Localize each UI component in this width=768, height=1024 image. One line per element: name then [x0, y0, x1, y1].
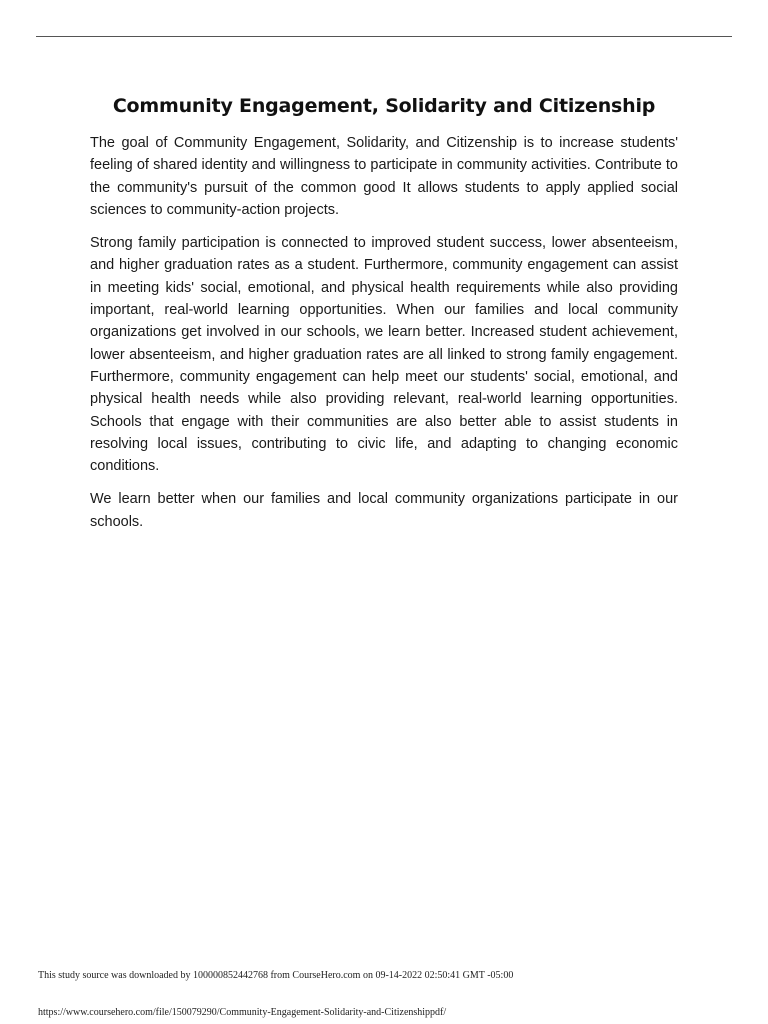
paragraph-3: We learn better when our families and local community organizations participate in our schools.: [90, 491, 678, 530]
document-title: Community Engagement, Solidarity and Citizenship: [112, 95, 656, 117]
download-notice: This study source was downloaded by 100000852442768 from CourseHero.com on 09-14-2022 02:50:41 GMT -05:00: [38, 970, 514, 981]
paragraph-1: The goal of Community Engagement, Solidarity, and Citizenship is to increase students' feeling of shared identity and willingness to participate in community activities. Contribute to the community's pursuit of the common good It allows students to apply applied social sciences to community-action projects.: [90, 135, 678, 218]
source-url[interactable]: https://www.coursehero.com/file/150079290/Community-Engagement-Solidarity-and-Citizenshippdf/: [38, 1007, 447, 1018]
document-body: [90, 132, 678, 544]
top-divider: [36, 36, 732, 37]
paragraph-2: Strong family participation is connected to improved student success, lower absenteeism, and higher graduation rates as a student. Furthermore, community engagement can assist in meeting kids' social, emotional, and physical health requirements while also providing important, real-world learning opportunities. When our families and local community organizations get involved in our schools, we learn better. Increased student achievement, lower absenteeism, and higher graduation rates are all linked to strong family engagement. Furthermore, community engagement can help meet our students' social, emotional, and physical health needs while also providing relevant, real-world learning opportunities. Schools that engage with their communities are also better able to assist students in resolving local issues, contributing to civic life, and adapting to changing economic conditions.: [90, 235, 678, 475]
